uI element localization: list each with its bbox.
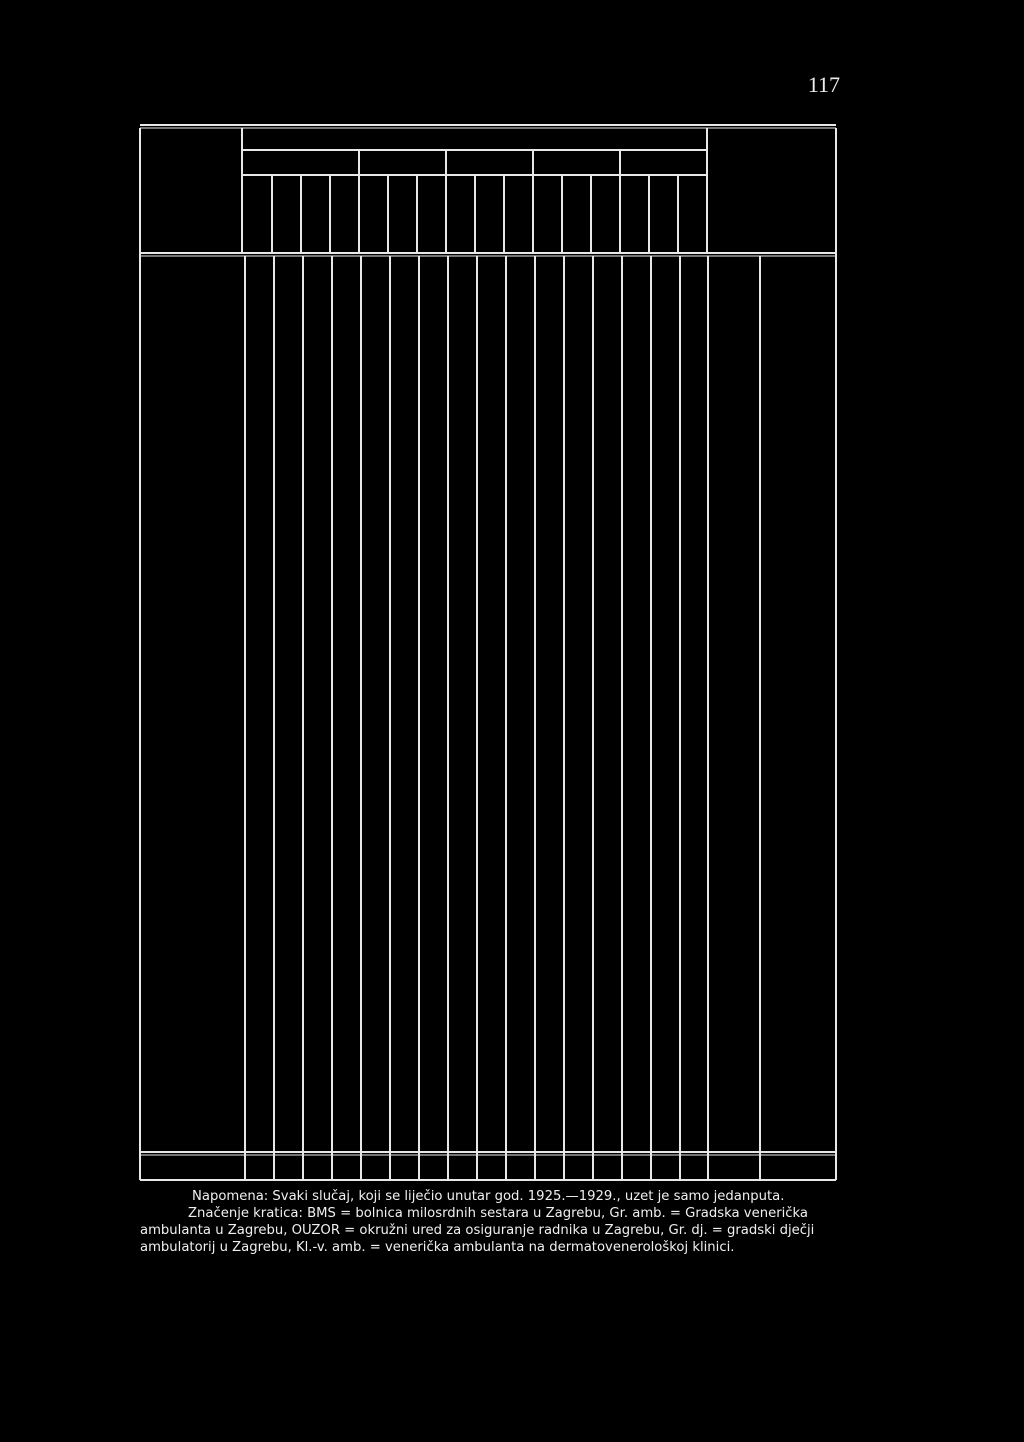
page-number: 117	[807, 72, 840, 97]
footnote-line: Značenje kratica: BMS = bolnica milosrdnih sestara u Zagrebu, Gr. amb. = Gradska venerička	[188, 1206, 809, 1221]
footnote-line: Napomena: Svaki slučaj, koji se liječio unutar god. 1925.—1929., uzet je samo jedanputa.	[192, 1189, 785, 1204]
footnote	[140, 1188, 840, 1256]
footnote-line: ambulatorij u Zagrebu, Kl.-v. amb. = venerička ambulanta na dermatovenerološkoj klinici.	[140, 1240, 735, 1255]
footnote-line: ambulanta u Zagrebu, OUZOR = okružni ured za osiguranje radnika u Zagrebu, Gr. dj. = gradski dječji	[140, 1223, 815, 1238]
